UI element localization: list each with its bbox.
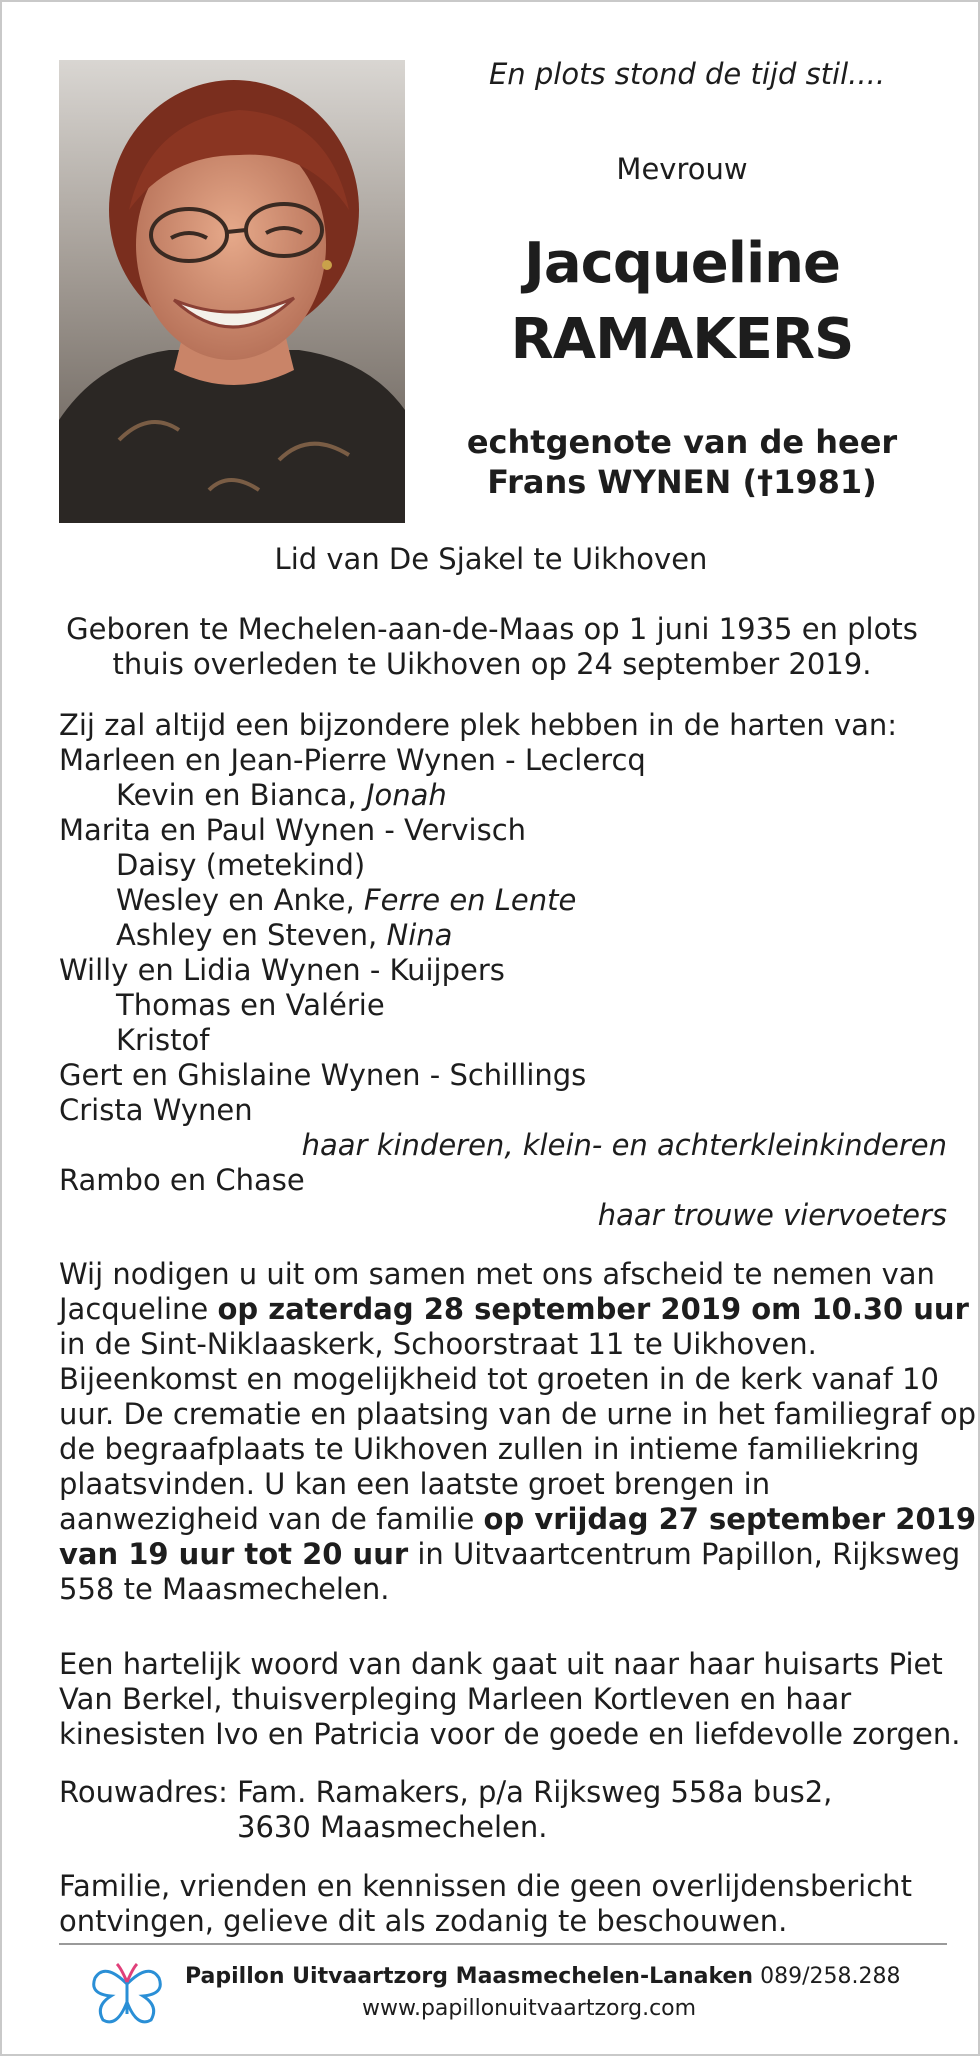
portrait-illustration <box>59 60 405 523</box>
text-line: Een hartelijk woord van dank gaat uit naar haar huisarts Piet <box>59 1647 943 1681</box>
text-line: aanwezigheid van de familie op vrijdag 27 september 2019 <box>59 1502 977 1536</box>
first-name: Jacqueline <box>524 231 840 296</box>
footer-company-line <box>185 1962 965 1992</box>
text-line: Familie, vrienden en kennissen die geen overlijdensbericht <box>59 1869 912 1903</box>
family-caption: haar kinderen, klein- en achterkleinkinderen <box>301 1128 947 1162</box>
text-line: 558 te Maasmechelen. <box>59 1572 390 1606</box>
family-line: Crista Wynen <box>59 1093 253 1127</box>
last-name: RAMAKERS <box>510 307 854 372</box>
salutation: Mevrouw <box>616 152 748 186</box>
family-line: Marita en Paul Wynen - Vervisch <box>59 813 527 847</box>
pets-caption: haar trouwe viervoeters <box>597 1198 947 1232</box>
footer-divider <box>59 1943 947 1945</box>
butterfly-icon <box>87 1954 167 2034</box>
family-line: Ashley en Steven, Nina <box>116 918 453 952</box>
spouse-line-1: echtgenote van de heer <box>466 423 898 461</box>
family-line: Gert en Ghislaine Wynen - Schillings <box>59 1058 587 1092</box>
text-line: de begraafplaats te Uikhoven zullen in intieme familiekring <box>59 1432 920 1466</box>
family-list <box>59 708 947 1233</box>
spouse-line-2: Frans WYNEN (†1981) <box>487 463 877 501</box>
portrait-photo <box>59 60 405 523</box>
text-line: Bijeenkomst en mogelijkheid tot groeten in de kerk vanaf 10 <box>59 1362 939 1396</box>
family-intro: Zij zal altijd een bijzondere plek hebben in de harten van: <box>59 708 898 742</box>
family-line: Thomas en Valérie <box>116 988 385 1022</box>
text-line: in de Sint-Niklaaskerk, Schoorstraat 11 te Uikhoven. <box>59 1327 817 1361</box>
family-line: Kristof <box>116 1023 210 1057</box>
member-line: Lid van De Sjakel te Uikhoven <box>274 542 708 576</box>
birth-line-2: thuis overleden te Uikhoven op 24 september 2019. <box>112 647 872 681</box>
family-line: Willy en Lidia Wynen - Kuijpers <box>59 953 505 987</box>
text-line: Van Berkel, thuisverpleging Marleen Kortleven en haar <box>59 1682 852 1716</box>
footer-website[interactable]: www.papillonuitvaartzorg.com <box>362 1996 697 2021</box>
text-line: kinesisten Ivo en Patricia voor de goede en liefdevolle zorgen. <box>59 1717 961 1751</box>
birth-line-1: Geboren te Mechelen-aan-de-Maas op 1 juni 1935 en plots <box>66 612 918 646</box>
footer-phone: 089/258.288 <box>760 1964 901 1989</box>
thanks-paragraph <box>59 1647 961 1752</box>
pets-line: Rambo en Chase <box>59 1163 305 1197</box>
text-line: ontvingen, gelieve dit als zodanig te beschouwen. <box>59 1904 788 1938</box>
address-line: 3630 Maasmechelen. <box>237 1810 548 1844</box>
footer-company: Papillon Uitvaartzorg Maasmechelen-Lanaken <box>185 1964 754 1989</box>
family-line: Kevin en Bianca, Jonah <box>116 778 447 812</box>
text-line: Jacqueline op zaterdag 28 september 2019 om 10.30 uur <box>59 1292 969 1326</box>
family-line: Wesley en Anke, Ferre en Lente <box>116 883 577 917</box>
family-line: Daisy (metekind) <box>116 848 366 882</box>
motto: En plots stond de tijd stil.... <box>488 57 886 91</box>
text-line: van 19 uur tot 20 uur in Uitvaartcentrum Papillon, Rijksweg <box>59 1537 961 1571</box>
text-line: uur. De crematie en plaatsing van de urne in het familiegraf op <box>59 1397 977 1431</box>
family-line: Marleen en Jean-Pierre Wynen - Leclercq <box>59 743 646 777</box>
invitation-paragraph <box>59 1257 977 1607</box>
address-line: Rouwadres: Fam. Ramakers, p/a Rijksweg 558a bus2, <box>59 1775 833 1809</box>
mourning-address <box>59 1775 947 1845</box>
closing-note <box>59 1869 947 1939</box>
text-line: Wij nodigen u uit om samen met ons afscheid te nemen van <box>59 1257 935 1291</box>
text-line: plaatsvinden. U kan een laatste groet brengen in <box>59 1467 771 1501</box>
